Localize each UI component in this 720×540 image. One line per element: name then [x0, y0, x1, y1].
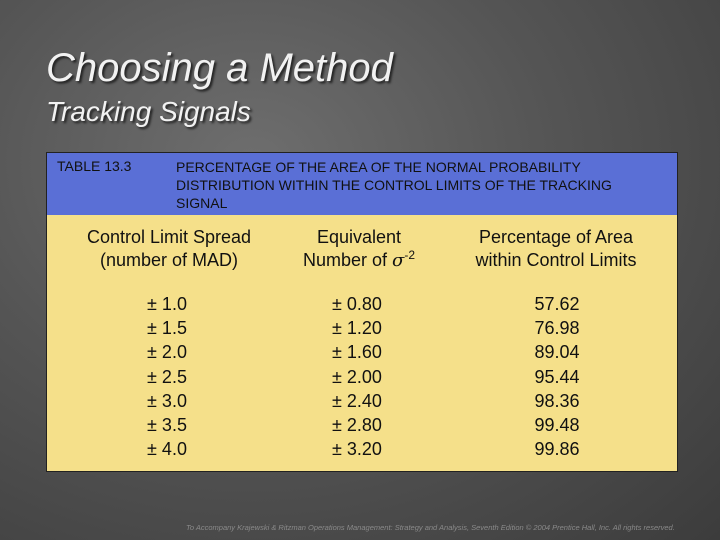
cell-mad: ± 2.5 — [147, 366, 187, 387]
column-header-sigma-line1: Equivalent — [316, 227, 402, 247]
footer-copyright: To Accompany Krajewski & Ritzman Operations Management: Strategy and Analysis, Seventh Edition © 2004 Prentice Hall, Inc. All rights reserved. — [186, 523, 675, 532]
cell-percentage: 57.62 — [534, 294, 580, 314]
cell-sigma: ± 3.20 — [332, 439, 382, 460]
column-header-mad-line2: (number of MAD) — [99, 250, 239, 270]
data-table — [46, 152, 678, 472]
cell-sigma: ± 2.40 — [332, 390, 382, 411]
cell-mad: ± 2.0 — [147, 342, 187, 363]
cell-percentage: 98.36 — [534, 390, 580, 411]
column-header-sigma — [279, 226, 439, 274]
column-header-percentage — [441, 226, 671, 272]
table-caption: PERCENTAGE OF THE AREA OF THE NORMAL PROBABILITY DISTRIBUTION WITHIN THE CONTROL LIMITS OF THE TRACKING SIGNAL — [176, 159, 612, 211]
cell-mad: ± 1.0 — [147, 294, 187, 314]
cell-sigma: ± 1.20 — [332, 318, 382, 339]
sigma-symbol: σ — [392, 250, 405, 271]
cell-percentage: 99.48 — [534, 415, 580, 436]
cell-mad: ± 3.5 — [147, 415, 187, 436]
cell-percentage: 76.98 — [534, 318, 580, 339]
column-sigma-values — [302, 292, 412, 461]
column-header-percentage-line1: Percentage of Area — [478, 227, 634, 247]
table-number: TABLE 13.3 — [57, 158, 132, 174]
slide-title: Choosing a Method — [46, 46, 393, 90]
cell-percentage: 89.04 — [534, 342, 580, 363]
column-percentage-values — [512, 292, 602, 461]
table-header-band — [47, 153, 677, 215]
column-header-sigma-text: Number of — [302, 250, 388, 270]
cell-sigma: ± 2.00 — [332, 366, 382, 387]
slide-subtitle: Tracking Signals — [46, 96, 251, 127]
column-mad-values — [117, 292, 217, 461]
column-header-mad-line1: Control Limit Spread — [86, 227, 252, 247]
cell-mad: ± 1.5 — [147, 318, 187, 339]
column-header-percentage-line2: within Control Limits — [475, 250, 637, 270]
cell-mad: ± 3.0 — [147, 390, 187, 411]
sigma-superscript: -2 — [404, 248, 416, 262]
cell-percentage: 95.44 — [534, 366, 580, 387]
cell-sigma: ± 0.80 — [332, 294, 382, 314]
cell-sigma: ± 2.80 — [332, 415, 382, 436]
column-header-mad — [47, 226, 291, 272]
cell-sigma: ± 1.60 — [332, 342, 382, 363]
cell-mad: ± 4.0 — [147, 439, 187, 460]
cell-percentage: 99.86 — [534, 439, 580, 460]
column-header-sigma-line2 — [279, 249, 439, 274]
